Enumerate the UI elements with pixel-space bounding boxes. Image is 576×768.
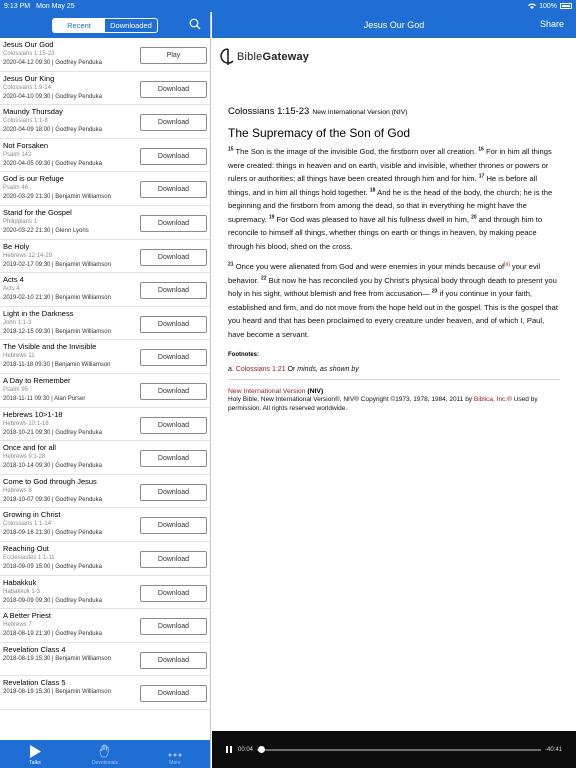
- talk-row[interactable]: [0, 643, 210, 677]
- download-button[interactable]: Download: [140, 181, 207, 198]
- talk-scripture: John 1:1-3: [3, 319, 32, 326]
- paragraph-1: [228, 145, 560, 253]
- talk-meta: 2018-08-19 15:30 | Benjamin Williamson: [3, 655, 111, 662]
- talk-scripture: Ecclesiastes 1:1-11: [3, 554, 55, 561]
- divider: [228, 379, 560, 380]
- talk-scripture: Hebrews 11: [3, 353, 35, 360]
- progress-knob[interactable]: [258, 746, 265, 753]
- talk-scripture: Philippians 1: [3, 218, 38, 225]
- talk-row[interactable]: [0, 441, 210, 475]
- talk-row[interactable]: [0, 374, 210, 408]
- biblegateway-logo-icon: [220, 48, 234, 66]
- talk-title: Jesus Our God: [3, 40, 54, 49]
- verse-number: 17: [478, 173, 485, 180]
- download-button[interactable]: Download: [140, 383, 207, 400]
- talk-meta: 2018-09-16 21:30 | Godfrey Penduka: [3, 530, 102, 537]
- talk-row[interactable]: [0, 240, 210, 274]
- footnotes-title: Footnotes:: [228, 352, 259, 358]
- status-date: Mon May 25: [36, 2, 75, 10]
- talk-row[interactable]: [0, 340, 210, 374]
- talk-row[interactable]: [0, 105, 210, 139]
- talk-row[interactable]: [0, 475, 210, 509]
- verse-number: 22: [260, 274, 267, 281]
- logo-text-bible: Bible: [237, 51, 263, 63]
- verse-number: 20: [471, 213, 477, 220]
- verse-text: But now he has reconciled you by Christ’s physical body through death to present you holy in his sight, without blemish and free from accusation—: [228, 275, 557, 298]
- talk-row[interactable]: [0, 172, 210, 206]
- talk-meta: 2019-02-10 21:30 | Benjamin Williamson: [3, 295, 111, 302]
- footnote-letter: a.: [228, 366, 234, 373]
- wifi-icon: [528, 3, 536, 9]
- tab-devotionals[interactable]: [70, 740, 140, 768]
- detail-header: [212, 12, 576, 38]
- talk-scripture: Psalm 95: [3, 386, 29, 393]
- talk-meta: 2018-11-11 09:30 | Alan Purser: [3, 395, 86, 402]
- verse-number: 21: [228, 261, 234, 268]
- footnote-marker-link[interactable]: [a]: [504, 261, 510, 268]
- download-button[interactable]: Download: [140, 148, 207, 165]
- verse-text: if you continue in your faith, established and firm, and do not move from the hope held out in the gospel. This is the gospel that you heard and that has been proclaimed to every creature under heaven, and of which I, Paul, have become a servant.: [228, 289, 558, 339]
- talk-title: Hebrews 10>1-18: [3, 409, 63, 419]
- talk-title: Revelation Class 4: [3, 644, 66, 654]
- verse-number: 19: [268, 213, 275, 220]
- download-button[interactable]: Download: [140, 551, 207, 568]
- status-bar: [0, 0, 576, 12]
- tab-talks-label: Talks: [29, 760, 41, 766]
- talk-row[interactable]: [0, 206, 210, 240]
- section-heading: The Supremacy of the Son of God: [228, 126, 411, 140]
- talk-row[interactable]: [0, 38, 210, 72]
- talk-scripture: Colossians 1:1-14: [3, 521, 52, 528]
- play-icon: [29, 745, 41, 758]
- download-button[interactable]: Download: [140, 417, 207, 434]
- talk-meta: 2020-04-05 09:30 | Godfrey Penduka: [3, 160, 102, 167]
- talk-row[interactable]: [0, 273, 210, 307]
- talks-panel: [0, 12, 211, 768]
- download-button[interactable]: Download: [140, 81, 207, 98]
- talk-meta: 2018-10-21 09:30 | Godfrey Penduka: [3, 429, 102, 436]
- talk-meta: 2019-02-17 09:30 | Benjamin Williamson: [3, 261, 111, 268]
- download-button[interactable]: Download: [140, 249, 207, 266]
- verse-text: Once you were alienated from God and were enemies in your minds because of: [235, 262, 505, 271]
- verse-text: and through him to reconcile to himself all things, whether things on earth or things in heaven, by making peace through his blood, shed on the cross.: [228, 214, 543, 251]
- segment-recent[interactable]: Recent: [53, 19, 105, 32]
- download-button[interactable]: Download: [140, 618, 207, 635]
- passage-reference-line: [228, 106, 560, 117]
- verse-number: 16: [478, 146, 484, 153]
- talk-scripture: Hebrews 9:1-28: [3, 454, 46, 461]
- talk-meta: 2018-09-09 15:00 | Godfrey Penduka: [3, 563, 102, 570]
- share-button[interactable]: Share: [539, 19, 564, 29]
- detail-panel: [212, 12, 576, 768]
- talk-row[interactable]: [0, 139, 210, 173]
- talk-scripture: Colossians 1:9-14: [3, 84, 52, 91]
- audio-player: [212, 731, 576, 768]
- talk-scripture: Acts 4: [3, 286, 20, 293]
- detail-title: Jesus Our God: [363, 20, 425, 30]
- search-icon[interactable]: [189, 18, 201, 30]
- download-button[interactable]: Download: [140, 349, 207, 366]
- download-button[interactable]: Download: [140, 484, 207, 501]
- talk-row[interactable]: [0, 508, 210, 542]
- biblica-link[interactable]: Biblica, Inc.®: [473, 396, 512, 403]
- version-name: New International Version (NIV): [312, 109, 408, 116]
- passage-content[interactable]: [212, 38, 576, 731]
- segment-downloaded[interactable]: Downloaded: [110, 20, 152, 30]
- talk-meta: 2018-10-14 09:30 | Godfrey Penduka: [3, 463, 102, 470]
- talk-meta: 2020-03-29 21:30 | Benjamin Williamson: [3, 194, 111, 201]
- pause-icon[interactable]: [226, 746, 232, 753]
- talk-meta: 2018-09-09 09:30 | Godfrey Penduka: [3, 597, 102, 604]
- tab-more-label: More: [169, 760, 181, 766]
- talk-title: Growing in Christ: [3, 510, 61, 520]
- elapsed-time: 00:04: [238, 746, 254, 753]
- verse-text: your evil behavior.: [228, 262, 541, 285]
- more-icon: [168, 752, 182, 758]
- talk-title: Be Holy: [3, 241, 30, 251]
- hand-icon: [99, 744, 111, 758]
- talk-title: Habakkuk: [3, 577, 37, 587]
- biblegateway-logo: [220, 46, 560, 68]
- verse-number: 23: [431, 288, 438, 295]
- status-time: 9:13 PM: [4, 2, 31, 10]
- talk-row[interactable]: [0, 676, 210, 710]
- download-button[interactable]: Download: [140, 652, 207, 669]
- talk-title: Maundy Thursday: [3, 107, 63, 117]
- tab-talks[interactable]: [0, 740, 70, 768]
- talk-meta: 2018-10-07 09:30 | Godfrey Penduka: [3, 496, 102, 503]
- play-button[interactable]: Play: [140, 47, 207, 64]
- verse-text: The Son is the image of the invisible God, the firstborn over all creation.: [235, 147, 477, 156]
- talk-title: Not Forsaken: [3, 140, 49, 150]
- talk-scripture: Hebrews 8: [3, 487, 32, 494]
- talk-meta: 2020-04-12 09:30 | Godfrey Penduka: [3, 60, 102, 66]
- talk-scripture: Colossians 1:1-8: [3, 118, 48, 125]
- copyright-text: Holy Bible, New International Version®, NIV® Copyright ©1973, 1978, 1984, 2011 by: [228, 396, 473, 403]
- download-button[interactable]: Download: [140, 517, 207, 534]
- battery-icon: [560, 3, 572, 9]
- talk-title: A Day to Remember: [3, 375, 71, 385]
- download-button[interactable]: Download: [140, 450, 207, 467]
- talk-meta: 2018-08-19 21:30 | Godfrey Penduka: [3, 631, 102, 638]
- talk-title: Jesus Our King: [3, 73, 55, 83]
- talks-list[interactable]: [0, 38, 210, 740]
- footnote-or: Or: [287, 366, 296, 373]
- copyright-text: Used by permission. All rights reserved worldwide.: [228, 396, 538, 412]
- talk-title: The Visible and the Invisible: [3, 342, 97, 352]
- passage-reference: Colossians 1:15-23: [228, 106, 310, 117]
- verse-text: For in him all things were created: things in heaven and on earth, visible and invisible, whether thrones or powers or rulers or authorities; all things have been created through him and for him.: [228, 147, 552, 183]
- talk-meta: 2018-12-15 09:30 | Benjamin Williamson: [3, 328, 111, 335]
- battery-percent: 100%: [539, 2, 557, 10]
- talk-title: Come to God through Jesus: [3, 476, 97, 486]
- tab-more[interactable]: [140, 740, 210, 768]
- segmented-control: [52, 18, 158, 33]
- talk-scripture: Colossians 1:15-23: [3, 51, 55, 57]
- verse-number: 15: [228, 146, 234, 153]
- download-button[interactable]: Download: [140, 585, 207, 602]
- talk-title: God is our Refuge: [3, 174, 64, 184]
- verse-text: And he is the head of the body, the church; he is the beginning and the firstborn from among the dead, so that in everything he might have the supremacy.: [228, 187, 553, 224]
- talk-title: Light in the Darkness: [3, 308, 74, 318]
- talk-meta: 2020-04-09 18:00 | Godfrey Penduka: [3, 127, 102, 134]
- verse-text: For God was pleased to have all his fullness dwell in him,: [276, 214, 469, 224]
- footnote-reference-link[interactable]: Colossians 1:21: [235, 366, 286, 373]
- talk-scripture: Hebrews 10:1-18: [3, 420, 49, 427]
- talk-row[interactable]: [0, 609, 210, 643]
- talk-row[interactable]: [0, 542, 210, 576]
- talk-scripture: Hebrews 7: [3, 622, 32, 629]
- tab-devotionals-label: Devotionals: [91, 760, 119, 766]
- talk-title: Reaching Out: [3, 543, 49, 553]
- verse-number: 18: [369, 186, 376, 193]
- tab-bar: [0, 740, 210, 768]
- talk-scripture: Psalm 46: [3, 185, 29, 192]
- talk-row[interactable]: [0, 307, 210, 341]
- progress-track[interactable]: [257, 749, 541, 751]
- download-button[interactable]: Download: [140, 215, 207, 232]
- talks-header: [0, 12, 210, 38]
- copyright-version-abbr: (NIV): [307, 388, 324, 395]
- talk-title: Acts 4: [3, 275, 24, 285]
- talk-scripture: Psalm 142: [3, 151, 32, 158]
- talk-meta: 2018-11-18 09:30 | Benjamin Williamson: [3, 362, 111, 369]
- copyright-notice: [228, 395, 560, 413]
- talk-title: A Better Priest: [3, 611, 51, 621]
- talk-title: Revelation Class 5: [3, 678, 66, 688]
- paragraph-2: [228, 260, 560, 341]
- talk-meta: 2020-04-10 09:30 | Godfrey Penduka: [3, 93, 102, 100]
- footnote-a: [228, 366, 560, 373]
- download-button[interactable]: Download: [140, 316, 207, 333]
- talk-scripture: Hebrews 12:14-29: [3, 252, 53, 259]
- talk-meta: 2018-08-19 15:30 | Benjamin Williamson: [3, 689, 111, 696]
- talk-row[interactable]: [0, 576, 210, 610]
- verse-text: He is before all things, and in him all things hold together.: [228, 174, 538, 197]
- talk-row[interactable]: [0, 408, 210, 442]
- talk-meta: 2020-03-22 21:30 | Glenn Lyons: [3, 227, 89, 234]
- remaining-time: -40:41: [544, 746, 562, 753]
- footnote-text: minds, as shown by: [297, 366, 359, 373]
- talk-title: Once and for all: [3, 443, 56, 453]
- download-button[interactable]: Download: [140, 114, 207, 131]
- copyright-version-link[interactable]: New International Version: [228, 388, 306, 395]
- talk-title: Stand for the Gospel: [3, 207, 72, 217]
- logo-text-gateway: Gateway: [262, 51, 310, 63]
- download-button[interactable]: Download: [140, 685, 207, 702]
- copyright-version: [228, 388, 560, 395]
- talk-scripture: Habakkuk 1-3: [3, 588, 41, 595]
- download-button[interactable]: Download: [140, 282, 207, 299]
- talk-row[interactable]: [0, 72, 210, 106]
